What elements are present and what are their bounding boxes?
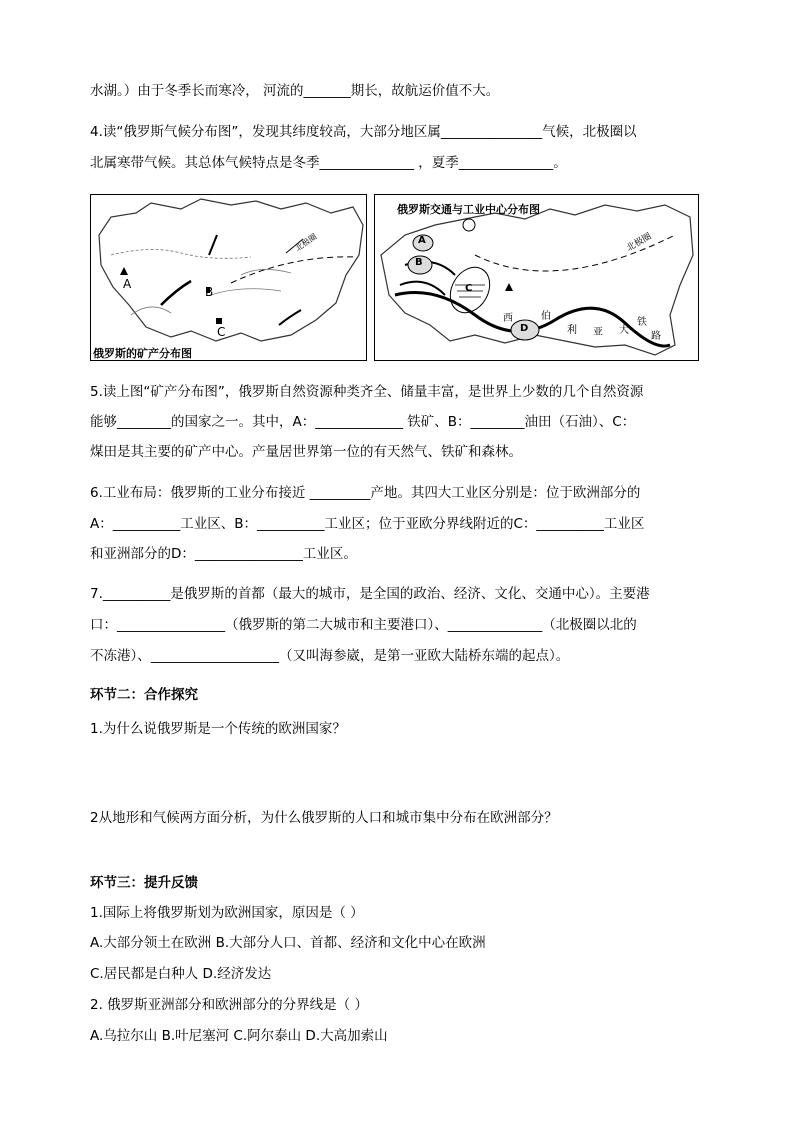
industrial-zone-a-label: A	[418, 235, 426, 246]
inquiry-question-2: 2从地形和气候两方面分析，为什么俄罗斯的人口和城市集中分布在欧洲部分？	[90, 810, 558, 826]
question-5-line-3: 煤田是其主要的矿产中心。产量居世界第一位的有天然气、铁矿和森林。	[90, 444, 522, 460]
transport-industry-map	[374, 194, 699, 361]
question-6-line-3: 和亚洲部分的D：________________工业区。	[90, 546, 357, 562]
mc-question-2: 2. 俄罗斯亚洲部分和欧洲部分的分界线是（ ）	[90, 997, 368, 1013]
transport-map-drawing	[375, 195, 698, 360]
question-5-line-2: 能够________的国家之一。其中，A：_____________ 铁矿、B：________油田（石油）、C：	[90, 414, 636, 430]
transport-map-title: 俄罗斯交通与工业中心分布图	[397, 203, 540, 216]
question-7-line-2: 口：________________（俄罗斯的第二大城市和主要港口）、______________（北极圈以北的	[90, 617, 637, 633]
question-4-line-1: 4.读“俄罗斯气候分布图”，发现其纬度较高，大部分地区属_______________气候，北极圈以	[90, 124, 637, 140]
railway-char-3: 利	[567, 325, 577, 336]
railway-char-1: 西	[503, 313, 513, 324]
question-7-line-3: 不冻港）、___________________（又叫海参崴，是第一亚欧大陆桥东端的起点）。	[90, 648, 570, 664]
marker-a-label: A	[123, 277, 132, 291]
arctic-circle-label: 北极圈	[293, 231, 319, 254]
mc-question-2-options: A.乌拉尔山 B.叶尼塞河 C.阿尔泰山 D.大高加索山	[90, 1028, 388, 1044]
industrial-zone-c-label: C	[465, 283, 473, 294]
section-heading-feedback: 环节三：提升反馈	[90, 875, 198, 891]
mc-question-1: 1.国际上将俄罗斯划为欧洲国家，原因是（ ）	[90, 905, 364, 921]
marker-c-label: C	[217, 325, 226, 339]
mineral-map-caption: 俄罗斯的矿产分布图	[93, 347, 192, 360]
mineral-map-drawing	[91, 195, 366, 360]
arctic-circle-label-right: 北极圈	[625, 231, 654, 254]
railway-char-5: 大	[619, 325, 629, 336]
question-4-line-2: 北属寒带气候。其总体气候特点是冬季______________ ，夏季______________。	[90, 155, 567, 171]
marker-b-label: B	[205, 285, 214, 299]
section-heading-cooperative-inquiry: 环节二：合作探究	[90, 687, 198, 703]
question-7-line-1: 7.__________是俄罗斯的首都（最大的城市，是全国的政治、经济、文化、交通中心）。主要港	[90, 586, 650, 602]
inquiry-question-1: 1.为什么说俄罗斯是一个传统的欧洲国家？	[90, 721, 346, 737]
industrial-zone-d-label: D	[520, 323, 529, 334]
question-5-line-1: 5.读上图“矿产分布图”，俄罗斯自然资源种类齐全、储量丰富，是世界上少数的几个自然资源	[90, 384, 644, 400]
question-6-line-1: 6.工业布局：俄罗斯的工业分布接近 _________产地。其四大工业区分别是：位于欧洲部分的	[90, 485, 641, 501]
question-6-line-2: A：__________工业区、B：__________工业区；位于亚欧分界线附近的C：__________工业区	[90, 516, 645, 532]
industrial-zone-b-label: B	[415, 257, 423, 268]
railway-char-2: 伯	[541, 311, 551, 322]
railway-char-6: 铁	[637, 317, 647, 328]
mc-question-1-options-cd: C.居民都是白种人 D.经济发达	[90, 966, 272, 982]
text-line-1: 水湖。）由于冬季长而寒冷， 河流的_______期长，故航运价值不大。	[90, 83, 500, 99]
mc-question-1-options-ab: A.大部分领土在欧洲 B.大部分人口、首都、经济和文化中心在欧洲	[90, 935, 486, 951]
railway-char-4: 亚	[593, 327, 603, 338]
railway-char-7: 路	[651, 331, 661, 342]
mineral-distribution-map	[90, 194, 367, 361]
